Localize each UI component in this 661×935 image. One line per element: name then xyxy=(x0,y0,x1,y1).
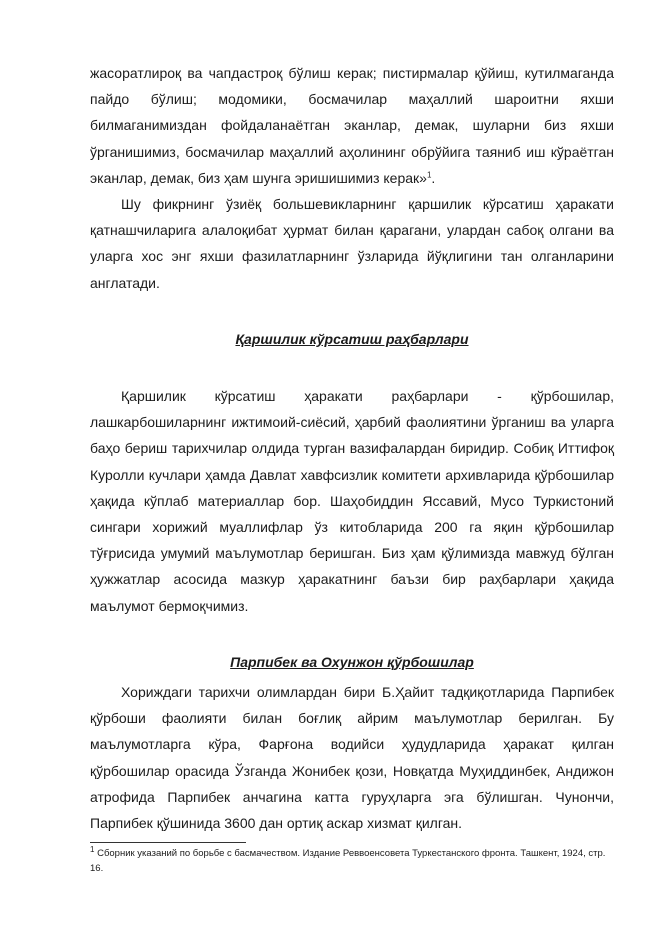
paragraph-3: Қаршилик кўрсатиш ҳаракати раҳбарлари - қўрбошилар, лашкарбошиларнинг ижтимоий-сиёсий, ҳарбий фаолиятини ўрганиш ва уларга баҳо бериш тарихчилар олдида турган вазифалардан биридир. Собиқ Иттифоқ Куролли кучлари ҳамда Давлат хавфсизлик комитети архивларида қўрбошилар ҳақида кўплаб материаллар бор. Шаҳобиддин Яссавий, Мусо Туркистоний сингари хорижий муаллифлар ўз китобларида 200 га яқин қўрбошилар тўғрисида умумий маълумотлар беришган. Биз ҳам қўлимизда мавжуд бўлган ҳужжатлар асосида мазкур ҳаракатнинг баъзи бир раҳбарлари ҳақида маълумот бермоқчимиз. xyxy=(90,388,614,614)
paragraph-4: Хориждаги тарихчи олимлардан бири Б.Ҳайит тадқиқотларида Парпибек қўрбоши фаолияти билан боғлиқ айрим маълумотлар берилган. Бу маълумотларга кўра, Фарғона водийси ҳудудларида ҳаракат қилган қўрбошилар орасида Ўзганда Жонибек қози, Новқатда Муҳиддинбек, Андижон атрофида Парпибек анчагина катта гуруҳларга эга бўлишган. Чунончи, Парпибек қўшинида 3600 дан ортиқ аскар хизмат қилган. xyxy=(90,684,614,832)
section-heading-parpibek-okhunjon: Парпибек ва Охунжон қўрбошилар xyxy=(230,654,474,670)
paragraph-1-text: жасоратлироқ ва чапдастроқ бўлиш керак; пистирмалар қўйиш, кутилмаганда пайдо бўлиш; модомики, босмачилар маҳаллий шароитни яхши билмаганимиздан фойдаланаётган эканлар, демак, шуларни биз яхши ўрганишимиз, босмачилар маҳаллий аҳолининг обрўйига таяниб иш кўраётган эканлар, демак, биз ҳам шунга эришишимиз керак» xyxy=(90,65,614,186)
paragraph-2: Шу фикрнинг ўзиёқ большевикларнинг қаршилик кўрсатиш ҳаракати қатнашчиларига алалоқибат ҳурмат билан қарагани, улардан сабоқ олгани ва уларга хос энг яхши фазилатларнинг ўзларида йўқлигини тан олганларини англатади. xyxy=(90,196,614,291)
paragraph-1 xyxy=(90,60,614,191)
footnote-ref[interactable]: 1 xyxy=(426,170,432,180)
footnote xyxy=(90,846,614,876)
paragraph-1-end: . xyxy=(431,169,436,186)
footnote-number: 1 xyxy=(90,844,95,854)
section-heading-resistance-leaders: Қаршилик кўрсатиш раҳбарлари xyxy=(235,331,469,347)
footnote-text: Сборник указаний по борьбе с басмачеством. Издание Реввоенсовета Туркестанского фронта. Ташкент, 1924, стр. 16. xyxy=(90,848,606,874)
footnote-divider xyxy=(90,842,246,843)
